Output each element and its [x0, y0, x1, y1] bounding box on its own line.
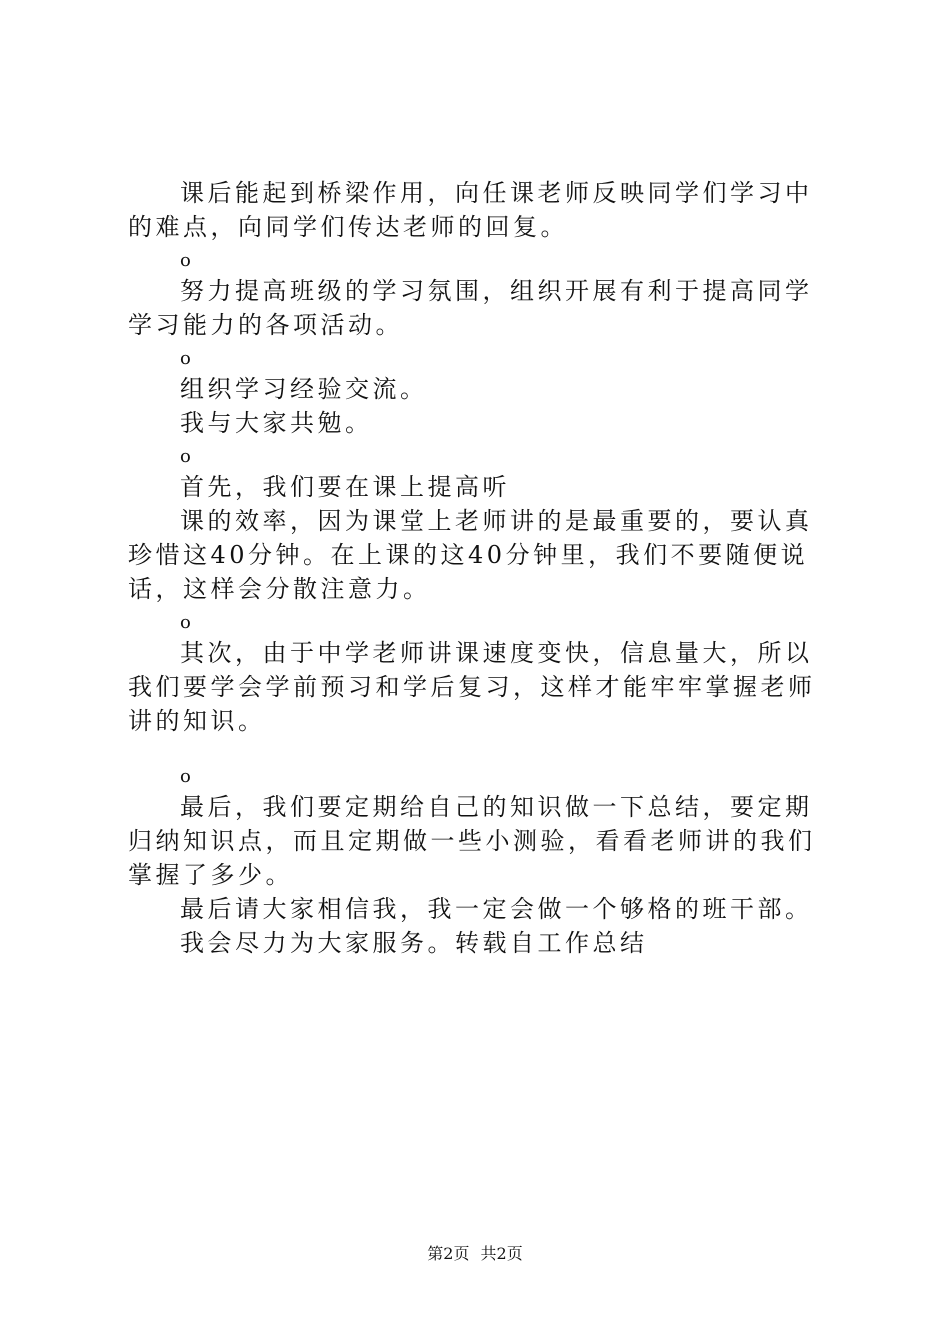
paragraph: 其次，由于中学老师讲课速度变快，信息量大，所以我们要学会学前预习和学后复习，这样才能牢牢掌握老师讲的知识。: [128, 639, 816, 735]
paragraph: 努力提高班级的学习氛围，组织开展有利于提高同学学习能力的各项活动。: [128, 277, 813, 339]
page-total: 共2页: [480, 1244, 523, 1263]
bullet-marker: o: [180, 612, 191, 633]
paragraph: 我会尽力为大家服务。转载自工作总结: [180, 929, 648, 957]
paragraph: 课的效率，因为课堂上老师讲的是最重要的，要认真珍惜这40分钟。在上课的这40分钟里，我们不要随便说话，这样会分散注意力。: [128, 507, 813, 603]
page-number: 第2页: [427, 1244, 470, 1263]
bullet-marker: o: [180, 250, 191, 271]
paragraph: 最后请大家相信我，我一定会做一个够格的班干部。: [180, 895, 813, 923]
page-footer: [0, 1244, 950, 1264]
paragraph: 课后能起到桥梁作用，向任课老师反映同学们学习中的难点，向同学们传达老师的回复。: [128, 179, 813, 241]
bullet-marker: o: [180, 766, 191, 787]
paragraph: 我与大家共勉。: [180, 409, 373, 437]
bullet-marker: o: [180, 446, 191, 467]
paragraph: 最后，我们要定期给自己的知识做一下总结，要定期归纳知识点，而且定期做一些小测验，看看老师讲的我们掌握了多少。: [128, 793, 816, 889]
paragraph-gap: [128, 738, 838, 760]
paragraph: 首先，我们要在课上提高听: [180, 473, 510, 501]
document-body: [128, 176, 838, 960]
paragraph: 组织学习经验交流。: [180, 375, 428, 403]
bullet-marker: o: [180, 348, 191, 369]
